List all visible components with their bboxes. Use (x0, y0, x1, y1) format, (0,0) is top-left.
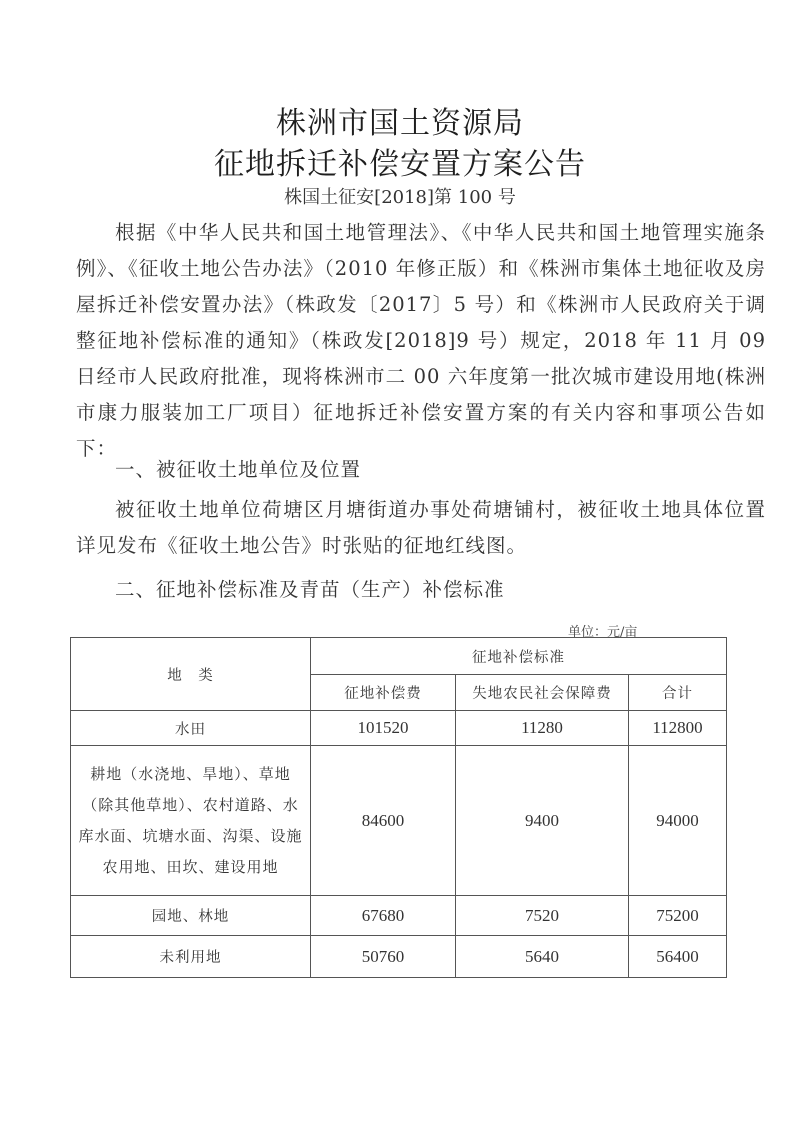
document-number: 株国土征安[2018]第 100 号 (284, 187, 516, 208)
land-type-text: 耕地（水浇地、旱地）、草地（除其他草地）、农村道路、水库水面、坑塘水面、沟渠、设施农用地、田坎、建设用地 (78, 764, 303, 876)
header-total: 合计 (629, 675, 727, 711)
land-type-cell (71, 746, 311, 896)
table-header-row (71, 638, 727, 675)
land-type-cell: 未利用地 (71, 936, 311, 978)
compensation-cell: 67680 (311, 896, 456, 936)
compensation-table (70, 637, 727, 978)
land-type-cell: 水田 (71, 711, 311, 746)
section-heading-1: 一、被征收土地单位及位置 (115, 458, 362, 481)
social-security-cell: 11280 (456, 711, 629, 746)
section-1-paragraph: 被征收土地单位荷塘区月塘街道办事处荷塘铺村，被征收土地具体位置详见发布《征收土地公告》时张贴的征地红线图。 (76, 498, 766, 557)
social-security-cell: 9400 (456, 746, 629, 896)
header-compensation-fee: 征地补偿费 (311, 675, 456, 711)
table-row (71, 711, 727, 746)
intro-paragraph: 根据《中华人民共和国土地管理法》、《中华人民共和国土地管理实施条例》、《征收土地公告办法》（2010 年修正版）和《株洲市集体土地征收及房屋拆迁补偿安置办法》（株政发〔2017〕5 号）和《株洲市人民政府关于调整征地补偿标准的通知》（株政发[2018]9 号）规定，2018 年 11 月 09 日经市人民政府批准，现将株洲市二 00 六年度第一批次城市建设用地(株洲市康力服装加工厂项目）征地拆迁补偿安置方案的有关内容和事项公告如下： (76, 221, 766, 460)
table-row (71, 746, 727, 896)
header-social-security-fee: 失地农民社会保障费 (456, 675, 629, 711)
social-security-cell: 7520 (456, 896, 629, 936)
table-row (71, 936, 727, 978)
table-row (71, 896, 727, 936)
total-cell: 75200 (629, 896, 727, 936)
header-compensation-standard: 征地补偿标准 (311, 638, 727, 675)
compensation-cell: 50760 (311, 936, 456, 978)
header-land-type: 地 类 (71, 638, 311, 711)
document-title-subject: 征地拆迁补偿安置方案公告 (214, 147, 586, 182)
document-title-agency: 株洲市国土资源局 (276, 106, 524, 141)
total-cell: 94000 (629, 746, 727, 896)
social-security-cell: 5640 (456, 936, 629, 978)
total-cell: 112800 (629, 711, 727, 746)
total-cell: 56400 (629, 936, 727, 978)
land-type-cell: 园地、林地 (71, 896, 311, 936)
section-heading-2: 二、征地补偿标准及青苗（生产）补偿标准 (115, 578, 505, 601)
table-unit-label: 单位：元/亩 (568, 625, 638, 640)
compensation-cell: 84600 (311, 746, 456, 896)
compensation-cell: 101520 (311, 711, 456, 746)
